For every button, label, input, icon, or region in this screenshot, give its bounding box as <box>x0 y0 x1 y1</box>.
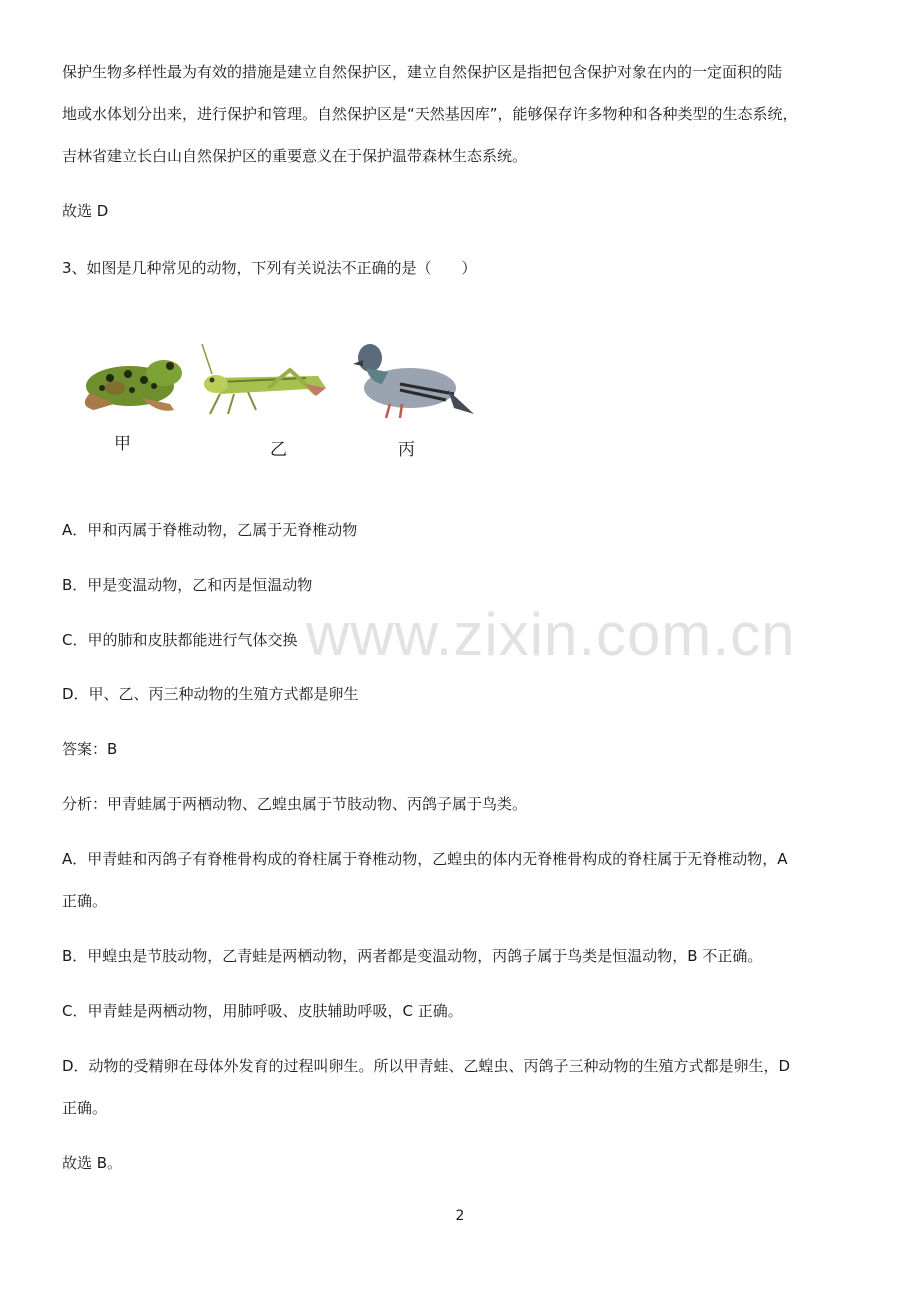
frog-image <box>85 360 182 411</box>
explanation-a-cont: 正确。 <box>62 892 108 910</box>
paragraph-line: 吉林省建立长白山自然保护区的重要意义在于保护温带森林生态系统。 <box>62 147 528 165</box>
option-a: A．甲和丙属于脊椎动物，乙属于无脊椎动物 <box>62 521 358 539</box>
option-d: D．甲、乙、丙三种动物的生殖方式都是卵生 <box>62 685 359 703</box>
paragraph-line: 地或水体划分出来，进行保护和管理。自然保护区是“天然基因库”，能够保存许多物种和各种类型的生态系统， <box>62 105 798 123</box>
label-yi: 乙 <box>270 440 287 460</box>
paragraph-line: 保护生物多样性最为有效的措施是建立自然保护区，建立自然保护区是指把包含保护对象在内的一定面积的陆 <box>62 63 783 81</box>
explanation-b: B．甲蝗虫是节肢动物，乙青蛙是两栖动物，两者都是变温动物，丙鸽子属于鸟类是恒温动物，B 不正确。 <box>62 947 763 965</box>
label-bing: 丙 <box>398 440 415 460</box>
explanation-c: C．甲青蛙是两栖动物，用肺呼吸、皮肤辅助呼吸，C 正确。 <box>62 1002 463 1020</box>
page-number: 2 <box>455 1208 465 1224</box>
pigeon-image <box>353 344 474 418</box>
final-answer: 故选 B。 <box>62 1154 123 1172</box>
analysis-line: 分析：甲青蛙属于两栖动物、乙蝗虫属于节肢动物、丙鸽子属于鸟类。 <box>62 795 528 813</box>
explanation-a: A．甲青蛙和丙鸽子有脊椎骨构成的脊柱属于脊椎动物，乙蝗虫的体内无脊椎骨构成的脊柱属于无脊椎动物，A <box>62 850 788 868</box>
grasshopper-image <box>202 344 326 414</box>
previous-answer: 故选 D <box>62 202 109 220</box>
answer-line: 答案：B <box>62 740 118 758</box>
label-jia: 甲 <box>114 434 131 454</box>
explanation-d: D．动物的受精卵在母体外发育的过程叫卵生。所以甲青蛙、乙蝗虫、丙鸽子三种动物的生殖方式都是卵生，D <box>62 1057 791 1075</box>
watermark: www.zixin.com.cn <box>306 601 796 668</box>
explanation-d-cont: 正确。 <box>62 1099 108 1117</box>
option-c: C．甲的肺和皮肤都能进行气体交换 <box>62 631 298 649</box>
option-b: B．甲是变温动物，乙和丙是恒温动物 <box>62 576 313 594</box>
animals-illustration <box>70 318 480 428</box>
animal-figure <box>70 318 480 468</box>
question-stem: 3、如图是几种常见的动物，下列有关说法不正确的是（ ） <box>62 259 477 277</box>
